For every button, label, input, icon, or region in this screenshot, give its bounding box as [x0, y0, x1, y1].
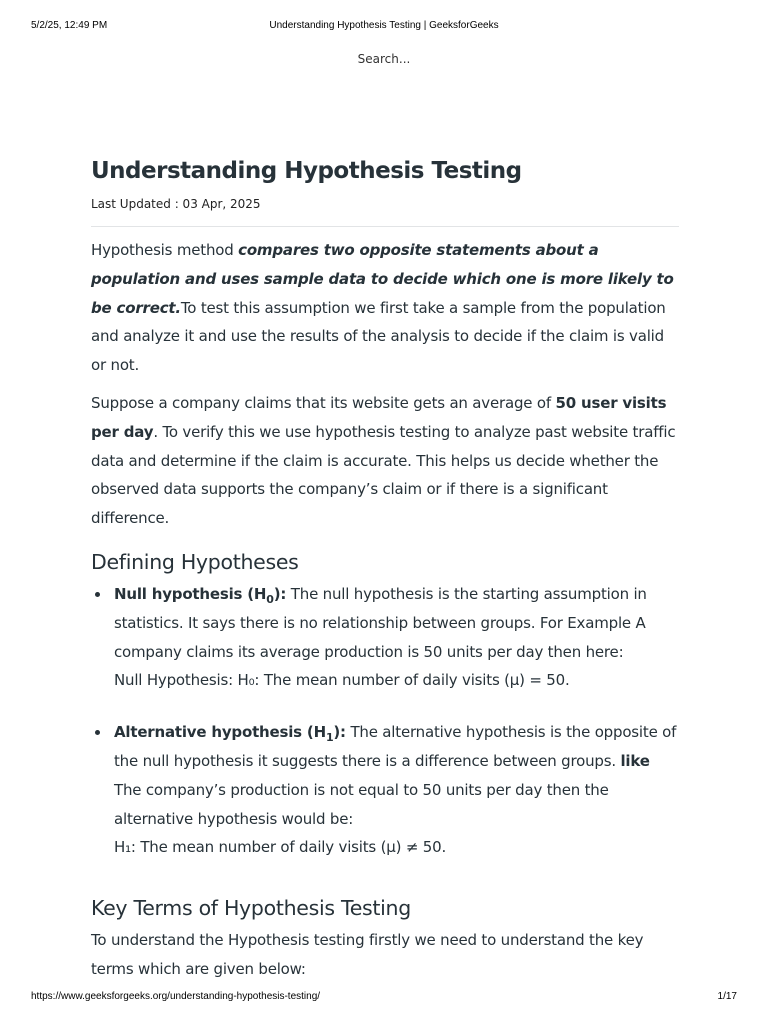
print-url: https://www.geeksforgeeks.org/understanding-hypothesis-testing/: [31, 991, 321, 1002]
alternative-hypothesis-text: [114, 718, 679, 862]
intro-paragraph: [91, 236, 679, 380]
alternative-description: The alternative hypothesis is the opposite of the null hypothesis it suggests there is a difference between groups.: [114, 723, 677, 770]
article: [91, 152, 679, 984]
title-divider: [91, 226, 679, 227]
key-terms-intro: To understand the Hypothesis testing firstly we need to understand the key terms which are given below:: [91, 931, 644, 978]
last-updated: Last Updated : 03 Apr, 2025: [91, 197, 261, 211]
bullet-icon: [95, 592, 100, 597]
alternative-term: Alternative hypothesis $(H_1)$:: [114, 723, 346, 745]
null-hypothesis-text: [114, 580, 679, 695]
bullet-icon: [95, 730, 100, 735]
print-header: [31, 20, 737, 34]
intro-rest: To test this assumption we first take a sample from the population and analyze it and use the results of the analysis to decide if the claim is valid or not.: [91, 298, 666, 375]
print-datetime: 5/2/25, 12:49 PM: [31, 20, 108, 31]
alternative-formula: H₁: The mean number of daily visits (μ) ≠ 50.: [114, 838, 447, 857]
example-lead: Suppose a company claims that its website gets an average of: [91, 393, 556, 412]
key-terms-heading: Key Terms of Hypothesis Testing: [91, 896, 411, 921]
null-term: Null hypothesis $(H_0)$:: [114, 584, 287, 606]
alternative-description-2: The company’s production is not equal to 50 units per day then the alternative hypothesis would be:: [114, 780, 609, 828]
defining-hypotheses-heading: Defining Hypotheses: [91, 549, 299, 574]
null-description: The null hypothesis is the starting assumption in statistics. It says there is no relationship between groups. For Example A company claims its average production is 50 units per day then here:: [114, 584, 647, 661]
search-placeholder: Search...: [357, 52, 411, 66]
article-title: Understanding Hypothesis Testing: [91, 158, 522, 184]
list-item-alternative-hypothesis: [91, 718, 679, 862]
search-box[interactable]: [0, 52, 768, 66]
intro-lead: Hypothesis method: [91, 241, 239, 259]
alternative-like: like: [620, 751, 650, 770]
example-rest: . To verify this we use hypothesis testing to analyze past website traffic data and determine if the claim is accurate. This helps us decide whether the observed data supports the company’s claim or if there is a significant difference.: [91, 422, 676, 528]
example-bold: 50 user visits per day: [91, 393, 667, 441]
list-item-null-hypothesis: [91, 580, 679, 695]
intro-emphasis: compares two opposite statements about a population and uses sample data to decide which one is more likely to be correct.: [91, 241, 674, 317]
example-paragraph: [91, 389, 679, 533]
print-footer: [31, 991, 737, 1005]
print-page-number: 1/17: [717, 991, 737, 1002]
hypotheses-list: [91, 580, 679, 862]
print-page-title: Understanding Hypothesis Testing | GeeksforGeeks: [269, 20, 499, 31]
null-formula: Null Hypothesis: H₀: The mean number of daily visits (μ) = 50.: [114, 671, 570, 690]
